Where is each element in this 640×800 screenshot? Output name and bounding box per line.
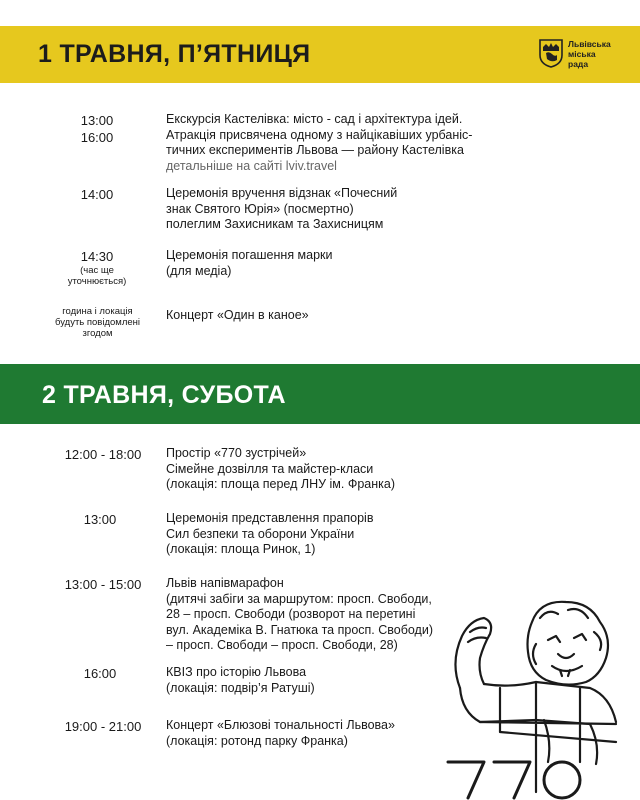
event-description: Екскурсія Кастелівка: місто - сад і архітектура ідей. Атракція присвячена одному з найцікавіших урбаніс- тичних експериментів Львова — району Кастелівка детальніше на сайті lviv.travel: [166, 112, 506, 174]
event-link[interactable]: детальніше на сайті lviv.travel: [166, 158, 337, 173]
event-time: 16:00: [83, 666, 117, 681]
logo-line-3: рада: [568, 59, 589, 69]
event-time: 13:00 - 15:00: [64, 577, 142, 592]
event-time: 14:00: [80, 187, 114, 202]
event-time: 14:30 (час ще уточнюється): [67, 249, 127, 287]
day1-header: [0, 26, 640, 83]
event-description: Церемонія вручення відзнак «Почесний знак Святого Юрія» (посмертно) полеглим Захисникам та Захисницям: [166, 186, 398, 231]
lion-770-illustration: [440, 592, 640, 800]
event-description: Церемонія погашення марки (для медіа): [166, 248, 333, 278]
logo-line-1: Львівська: [568, 39, 611, 49]
event-time: 19:00 - 21:00: [64, 719, 142, 734]
day1-title: 1 ТРАВНЯ, П’ЯТНИЦЯ: [38, 40, 311, 68]
event-description: КВІЗ про історію Львова (локація: подвір’я Ратуші): [166, 665, 315, 695]
event-description: Простір «770 зустрічей» Сімейне дозвілля та майстер-класи (локація: площа перед ЛНУ ім. Франка): [166, 446, 396, 491]
city-coat-of-arms-icon: [538, 38, 564, 68]
city-council-logo[interactable]: [538, 38, 628, 72]
event-description: Церемонія представлення прапорів Сил безпеки та оборони України (локація: площа Ринок, 1): [166, 511, 374, 556]
event-time: 13:00: [83, 512, 117, 527]
event-time-note: година і локація будуть повідомлені згодом: [54, 306, 141, 339]
event-description: Львів напівмарафон (дитячі забіги за маршрутом: просп. Свободи, 28 – просп. Свободи (розворот на перетині вул. Академіка В. Гнатюка та просп. Свободи) – просп. Свободи – просп. Свободи, 28): [166, 576, 433, 652]
day2-title: 2 ТРАВНЯ, СУБОТА: [42, 381, 286, 409]
day2-header: [0, 364, 640, 424]
event-description: Концерт «Один в каное»: [166, 308, 309, 322]
event-time: 13:00 16:00: [80, 113, 114, 145]
event-time: 12:00 - 18:00: [64, 447, 142, 462]
logo-line-2: міська: [568, 49, 596, 59]
event-description: Концерт «Блюзові тональності Львова» (локація: ротонд парку Франка): [166, 718, 395, 748]
